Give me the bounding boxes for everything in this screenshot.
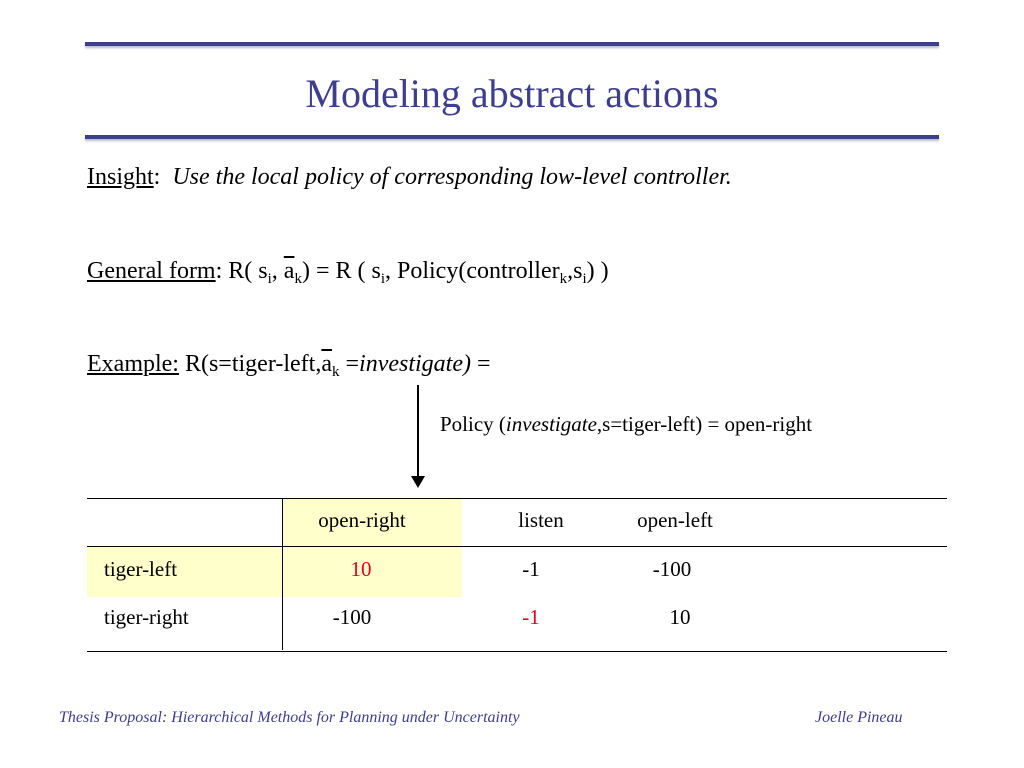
bottom-title-rule	[85, 135, 939, 139]
arrow-down-icon	[411, 476, 425, 488]
example-label: Example:	[87, 351, 179, 377]
table-cell: 10	[669, 605, 691, 629]
insight-text: Use the local policy of corresponding low-level controller.	[172, 164, 732, 190]
top-rule	[85, 42, 939, 46]
table-bottom-line	[87, 651, 947, 652]
insight-line: Insight: Use the local policy of corresponding low-level controller.	[87, 164, 732, 190]
footer-author: Joelle Pineau	[815, 709, 903, 726]
footer-title: Thesis Proposal: Hierarchical Methods for Planning under Uncertainty	[59, 709, 520, 726]
table-cell: -100	[332, 605, 372, 629]
table-cell: -1	[522, 605, 540, 629]
general-form-line: General form: R( $s_i$, $\overline{a}_k) = R$ ( $s_i$, $Policy(controller_k,s_i)$ )	[87, 258, 609, 287]
insight-label: Insight	[87, 164, 154, 190]
table-cell: -1	[522, 557, 540, 581]
table-row-label: tiger-right	[104, 605, 189, 629]
table-row-label: tiger-left	[104, 557, 178, 581]
slide-title: Modeling abstract actions	[305, 71, 719, 116]
arrow-shaft	[417, 385, 419, 477]
table-header: listen	[518, 508, 564, 532]
table-header: open-right	[318, 508, 406, 532]
table-cell: 10	[350, 557, 372, 581]
table-header-line	[87, 546, 947, 547]
policy-note: Policy (investigate,s=tiger-left) = open-right	[440, 412, 813, 436]
example-line: Example: $R(s=tiger-left,\overline{a}_k$ =investigate) =	[87, 351, 491, 380]
table-top-line	[87, 498, 947, 499]
table-header: open-left	[637, 508, 713, 532]
table-cell: -100	[652, 557, 692, 581]
general-form-label: General form	[87, 258, 216, 284]
